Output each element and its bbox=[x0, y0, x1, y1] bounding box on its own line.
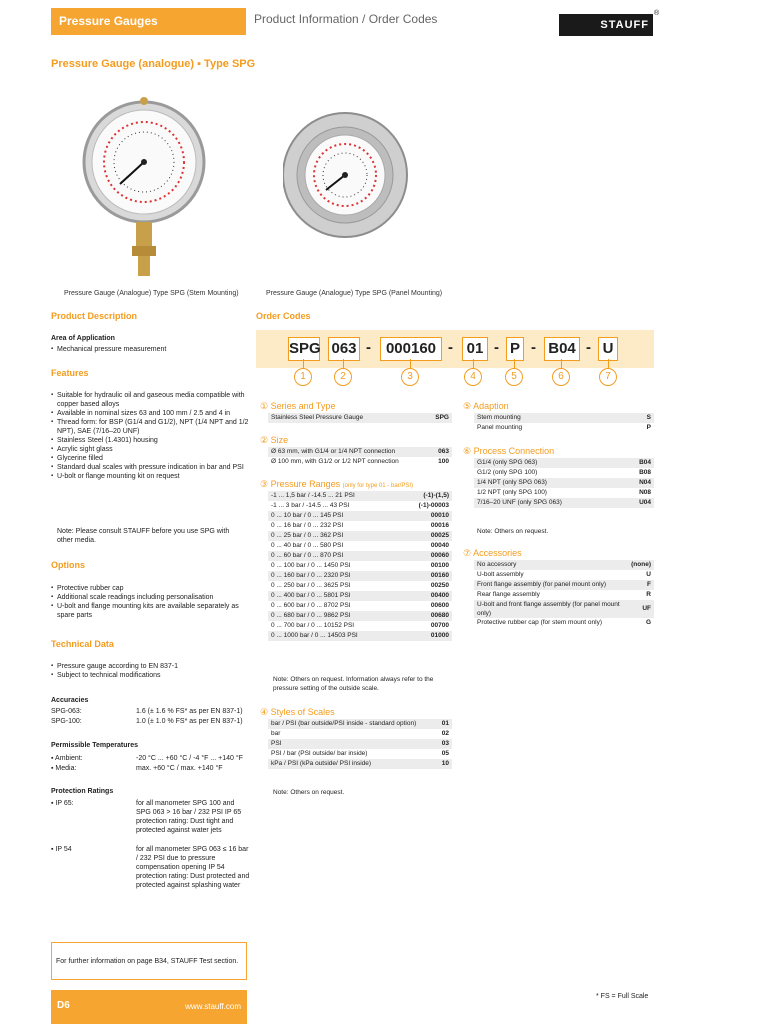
table-cell: (none) bbox=[628, 560, 654, 570]
list-item: ▪ Subject to technical modifications bbox=[51, 671, 251, 680]
ranges-note: Note: Others on request. Information always refer to the pressure setting of the outside scale. bbox=[273, 676, 434, 692]
footer-url[interactable]: www.stauff.com bbox=[185, 1002, 241, 1011]
list-item: ▪ Mechanical pressure measurement bbox=[51, 345, 251, 354]
table-cell: 0 ... 16 bar / 0 ... 232 PSI bbox=[271, 522, 344, 529]
page-title: Pressure Gauge (analogue) ▪ Type SPG bbox=[51, 58, 256, 70]
ranges-title-note: (only for type 01 - bar/PSI) bbox=[342, 483, 413, 489]
table-cell: Stainless Steel Pressure Gauge bbox=[268, 413, 421, 423]
table-cell: Ø 100 mm, with G1/2 or 1/2 NPT connection bbox=[271, 458, 399, 465]
table-cell: 0 ... 60 bar / 0 ... 870 PSI bbox=[268, 551, 400, 561]
table-row bbox=[268, 621, 452, 631]
table-row bbox=[268, 749, 452, 759]
table-cell: U bbox=[646, 571, 651, 578]
table-cell: -1 ... 3 bar / -14.5 ... 43 PSI bbox=[271, 502, 350, 509]
accessories-heading: ⑦ Accessories bbox=[463, 548, 522, 558]
table-cell: 1/4 NPT (only SPG 063) bbox=[474, 478, 624, 488]
series-heading: ① Series and Type bbox=[260, 401, 336, 411]
code-series: SPG bbox=[288, 337, 320, 361]
table-row bbox=[268, 413, 452, 423]
process-note: Note: Others on request. bbox=[477, 528, 549, 535]
area-heading: Area of Application bbox=[51, 335, 115, 342]
acc-key: SPG-100: bbox=[51, 718, 82, 725]
table-cell: 00680 bbox=[400, 611, 452, 621]
table-cell: 05 bbox=[441, 750, 449, 757]
ip54-key: ▪ IP 54 bbox=[51, 846, 72, 853]
table-row bbox=[268, 561, 452, 571]
table-row bbox=[268, 551, 452, 561]
code-adaption: P bbox=[506, 337, 524, 361]
table-cell: Front flange assembly (for panel mount only) bbox=[474, 580, 628, 590]
accuracies-heading: Accuracies bbox=[51, 697, 89, 704]
features-heading: Features bbox=[51, 368, 89, 378]
callout-4: 4 bbox=[464, 368, 482, 386]
table-cell: 0 ... 700 bar / 0 ... 10152 PSI bbox=[271, 622, 355, 629]
code-scale: 01 bbox=[462, 337, 488, 361]
table-cell: 01 bbox=[437, 719, 452, 729]
table-row bbox=[474, 590, 654, 600]
table-cell: bar bbox=[271, 730, 281, 737]
table-cell: 02 bbox=[441, 730, 449, 737]
table-row bbox=[474, 570, 654, 580]
table-cell: 063 bbox=[431, 447, 452, 457]
code-dash: - bbox=[494, 339, 499, 356]
table-cell: 0 ... 100 bar / 0 ... 1450 PSI bbox=[271, 562, 351, 569]
table-row bbox=[268, 581, 452, 591]
list-item: ▪ U-bolt and flange mounting kits are available separately as spare parts bbox=[51, 602, 251, 620]
ip65-key: ▪ IP 65: bbox=[51, 800, 74, 807]
table-cell: -1 ... 1,5 bar / -14.5 ... 21 PSI bbox=[268, 491, 400, 501]
table-cell: SPG bbox=[421, 413, 452, 423]
process-heading: ⑥ Process Connection bbox=[463, 446, 555, 456]
temp-value: max. +60 °C / max. +140 °F bbox=[136, 765, 223, 772]
temp-key: ▪ Ambient: bbox=[51, 755, 83, 762]
table-cell: U04 bbox=[624, 498, 654, 508]
table-row bbox=[474, 560, 654, 570]
table-row bbox=[268, 719, 452, 729]
table-cell: UF bbox=[628, 600, 654, 618]
table-cell: 00010 bbox=[400, 511, 452, 521]
list-item: ▪ Acrylic sight glass bbox=[51, 445, 251, 454]
table-row bbox=[268, 729, 452, 739]
scales-heading: ④ Styles of Scales bbox=[260, 707, 335, 717]
table-row bbox=[474, 423, 654, 433]
table-cell: G1/4 (only SPG 063) bbox=[474, 458, 624, 468]
area-list bbox=[51, 345, 251, 354]
table-row bbox=[268, 591, 452, 601]
table-cell: Stem mounting bbox=[474, 413, 624, 423]
table-cell: F bbox=[628, 580, 654, 590]
table-cell: 00250 bbox=[430, 582, 449, 589]
table-cell: 00100 bbox=[430, 562, 449, 569]
table-cell: 01000 bbox=[400, 631, 452, 641]
table-cell: 00060 bbox=[400, 551, 452, 561]
adaption-heading: ⑤ Adaption bbox=[463, 401, 509, 411]
code-dash: - bbox=[366, 339, 371, 356]
technical-data-heading: Technical Data bbox=[51, 639, 114, 649]
table-row bbox=[268, 601, 452, 611]
table-cell: 00700 bbox=[430, 622, 449, 629]
code-dash: - bbox=[448, 339, 453, 356]
ip65-value: for all manometer SPG 100 and SPG 063 > 16 bar / 232 PSI IP 65 protection rating: Dust tight and protected against water jets bbox=[136, 800, 242, 834]
table-cell: N04 bbox=[624, 478, 654, 488]
table-row bbox=[474, 618, 654, 628]
table-row bbox=[268, 457, 452, 467]
table-row bbox=[474, 468, 654, 478]
table-cell: 00025 bbox=[400, 531, 452, 541]
table-cell: 0 ... 400 bar / 0 ... 5801 PSI bbox=[268, 591, 400, 601]
ranges-title: ③ Pressure Ranges bbox=[260, 479, 341, 489]
table-row bbox=[268, 611, 452, 621]
features-note: Note: Please consult STAUFF before you use SPG with other media. bbox=[57, 528, 230, 544]
code-range: 000160 bbox=[380, 337, 442, 361]
code-connection: B04 bbox=[544, 337, 580, 361]
ip54-value: for all manometer SPG 063 ≤ 16 bar / 232 PSI due to pressure compensation opening IP 54 protection rating: Dust protected and protected against splashing water bbox=[136, 846, 250, 889]
features-list bbox=[51, 391, 251, 481]
code-dash: - bbox=[586, 339, 591, 356]
temp-key: ▪ Media: bbox=[51, 765, 77, 772]
table-row bbox=[474, 600, 654, 618]
adaption-table bbox=[474, 413, 654, 433]
order-codes-heading: Order Codes bbox=[256, 311, 311, 321]
table-row bbox=[474, 488, 654, 498]
callout-5: 5 bbox=[505, 368, 523, 386]
size-table bbox=[268, 447, 452, 467]
further-info-box: For further information on page B34, STAUFF Test section. bbox=[51, 942, 247, 980]
list-item: ▪ Additional scale readings including personalisation bbox=[51, 593, 251, 602]
options-list bbox=[51, 584, 251, 620]
table-row bbox=[474, 498, 654, 508]
table-cell: (-1)-00003 bbox=[418, 502, 449, 509]
table-cell: 00600 bbox=[430, 602, 449, 609]
table-cell: 0 ... 160 bar / 0 ... 2320 PSI bbox=[268, 571, 400, 581]
table-cell: R bbox=[646, 591, 651, 598]
protection-heading: Protection Ratings bbox=[51, 788, 114, 795]
table-cell: Rear flange assembly bbox=[477, 591, 540, 598]
table-row bbox=[268, 759, 452, 769]
registered-mark: ® bbox=[654, 10, 660, 17]
table-cell: kPa / PSI (kPa outside/ PSI inside) bbox=[268, 759, 437, 769]
callout-1: 1 bbox=[294, 368, 312, 386]
fs-note: * FS = Full Scale bbox=[596, 993, 649, 1000]
page-number: D6 bbox=[57, 1000, 70, 1011]
product-description-heading: Product Description bbox=[51, 311, 138, 321]
table-row bbox=[268, 571, 452, 581]
table-row bbox=[474, 580, 654, 590]
list-item: ▪ Glycerine filled bbox=[51, 454, 251, 463]
process-table bbox=[474, 458, 654, 508]
table-row bbox=[268, 631, 452, 641]
list-item: ▪ U-bolt or flange mounting kit on request bbox=[51, 472, 251, 481]
table-cell: 00400 bbox=[400, 591, 452, 601]
table-cell: 0 ... 250 bar / 0 ... 3625 PSI bbox=[271, 582, 351, 589]
table-cell: U-bolt and front flange assembly (for panel mount only) bbox=[474, 600, 628, 618]
table-cell: G1/2 (only SPG 100) bbox=[477, 469, 538, 476]
callout-3: 3 bbox=[401, 368, 419, 386]
technical-list bbox=[51, 662, 251, 680]
table-cell: 0 ... 10 bar / 0 ... 145 PSI bbox=[268, 511, 400, 521]
table-cell: 1/2 NPT (only SPG 100) bbox=[477, 489, 547, 496]
stem-gauge-image bbox=[80, 96, 210, 286]
code-size: 063 bbox=[328, 337, 360, 361]
list-item: ▪ Thread form: for BSP (G1/4 and G1/2), NPT (1/4 NPT and 1/2 NPT), SAE (7/16–20 UNF) bbox=[51, 418, 251, 436]
callout-6: 6 bbox=[552, 368, 570, 386]
table-cell: (-1)-(1,5) bbox=[400, 491, 452, 501]
table-row bbox=[268, 501, 452, 511]
table-cell: 0 ... 40 bar / 0 ... 580 PSI bbox=[271, 542, 344, 549]
table-cell: PSI bbox=[268, 739, 437, 749]
list-item: ▪ Stainless Steel (1.4301) housing bbox=[51, 436, 251, 445]
code-accessory: U bbox=[598, 337, 618, 361]
table-cell: PSI / bar (PSI outside/ bar inside) bbox=[271, 750, 368, 757]
panel-gauge-image bbox=[283, 110, 413, 240]
table-cell: Panel mounting bbox=[477, 424, 523, 431]
table-row bbox=[268, 739, 452, 749]
table-cell: 00040 bbox=[430, 542, 449, 549]
table-cell: B08 bbox=[639, 469, 651, 476]
table-row bbox=[268, 511, 452, 521]
callout-7: 7 bbox=[599, 368, 617, 386]
table-row bbox=[268, 521, 452, 531]
footer-bar bbox=[51, 990, 247, 1024]
table-cell: N08 bbox=[639, 489, 651, 496]
header-subtitle: Product Information / Order Codes bbox=[254, 12, 438, 26]
table-cell: Ø 63 mm, with G1/4 or 1/4 NPT connection bbox=[268, 447, 431, 457]
size-heading: ② Size bbox=[260, 435, 289, 445]
table-row bbox=[268, 531, 452, 541]
table-row bbox=[474, 458, 654, 468]
options-heading: Options bbox=[51, 560, 85, 570]
header-tag: Pressure Gauges (analogue/digital) bbox=[51, 8, 246, 35]
stauff-logo: STAUFF bbox=[559, 14, 653, 36]
caption-panel: Pressure Gauge (Analogue) Type SPG (Panel Mounting) bbox=[266, 290, 443, 297]
table-row bbox=[268, 491, 452, 501]
table-cell: U-bolt assembly bbox=[477, 571, 524, 578]
temp-value: -20 °C ... +60 °C / -4 °F ... +140 °F bbox=[136, 755, 243, 762]
order-code-bar bbox=[256, 330, 654, 368]
table-cell: Protective rubber cap (for stem mount only) bbox=[477, 619, 602, 626]
table-cell: P bbox=[646, 424, 651, 431]
acc-key: SPG-063: bbox=[51, 708, 82, 715]
ranges-table bbox=[268, 491, 452, 641]
caption-stem: Pressure Gauge (Analogue) Type SPG (Stem Mounting) bbox=[64, 290, 239, 297]
table-cell: 0 ... 25 bar / 0 ... 362 PSI bbox=[268, 531, 400, 541]
scales-note: Note: Others on request. bbox=[273, 789, 345, 796]
list-item: ▪ Available in nominal sizes 63 and 100 mm / 2.5 and 4 in bbox=[51, 409, 251, 418]
table-row bbox=[474, 478, 654, 488]
code-dash: - bbox=[531, 339, 536, 356]
table-cell: B04 bbox=[624, 458, 654, 468]
table-row bbox=[268, 541, 452, 551]
table-cell: 0 ... 1000 bar / 0 ... 14503 PSI bbox=[268, 631, 400, 641]
table-cell: 03 bbox=[437, 739, 452, 749]
callout-2: 2 bbox=[334, 368, 352, 386]
acc-value: 1.0 (± 1.0 % FS* as per EN 837-1) bbox=[136, 718, 243, 725]
list-item: ▪ Standard dual scales with pressure indication in bar and PSI bbox=[51, 463, 251, 472]
table-cell: bar / PSI (bar outside/PSI inside - standard option) bbox=[268, 719, 437, 729]
table-row bbox=[268, 447, 452, 457]
ranges-heading bbox=[260, 479, 413, 490]
table-cell: 100 bbox=[438, 458, 449, 465]
table-cell: 10 bbox=[437, 759, 452, 769]
table-cell: 00160 bbox=[400, 571, 452, 581]
list-item: ▪ Protective rubber cap bbox=[51, 584, 251, 593]
table-cell: No accessory bbox=[474, 560, 628, 570]
table-row bbox=[474, 413, 654, 423]
accessories-table bbox=[474, 560, 654, 628]
acc-value: 1.6 (± 1.6 % FS* as per EN 837-1) bbox=[136, 708, 243, 715]
list-item: ▪ Suitable for hydraulic oil and gaseous media compatible with copper based alloys bbox=[51, 391, 251, 409]
table-cell: S bbox=[624, 413, 654, 423]
temperatures-heading: Permissible Temperatures bbox=[51, 742, 139, 749]
scales-table bbox=[268, 719, 452, 769]
table-cell: 7/16–20 UNF (only SPG 063) bbox=[474, 498, 624, 508]
table-cell: 0 ... 680 bar / 0 ... 9862 PSI bbox=[268, 611, 400, 621]
table-cell: 00016 bbox=[430, 522, 449, 529]
table-cell: 0 ... 600 bar / 0 ... 8702 PSI bbox=[271, 602, 351, 609]
list-item: ▪ Pressure gauge according to EN 837-1 bbox=[51, 662, 251, 671]
series-table bbox=[268, 413, 452, 423]
table-cell: G bbox=[645, 619, 651, 626]
